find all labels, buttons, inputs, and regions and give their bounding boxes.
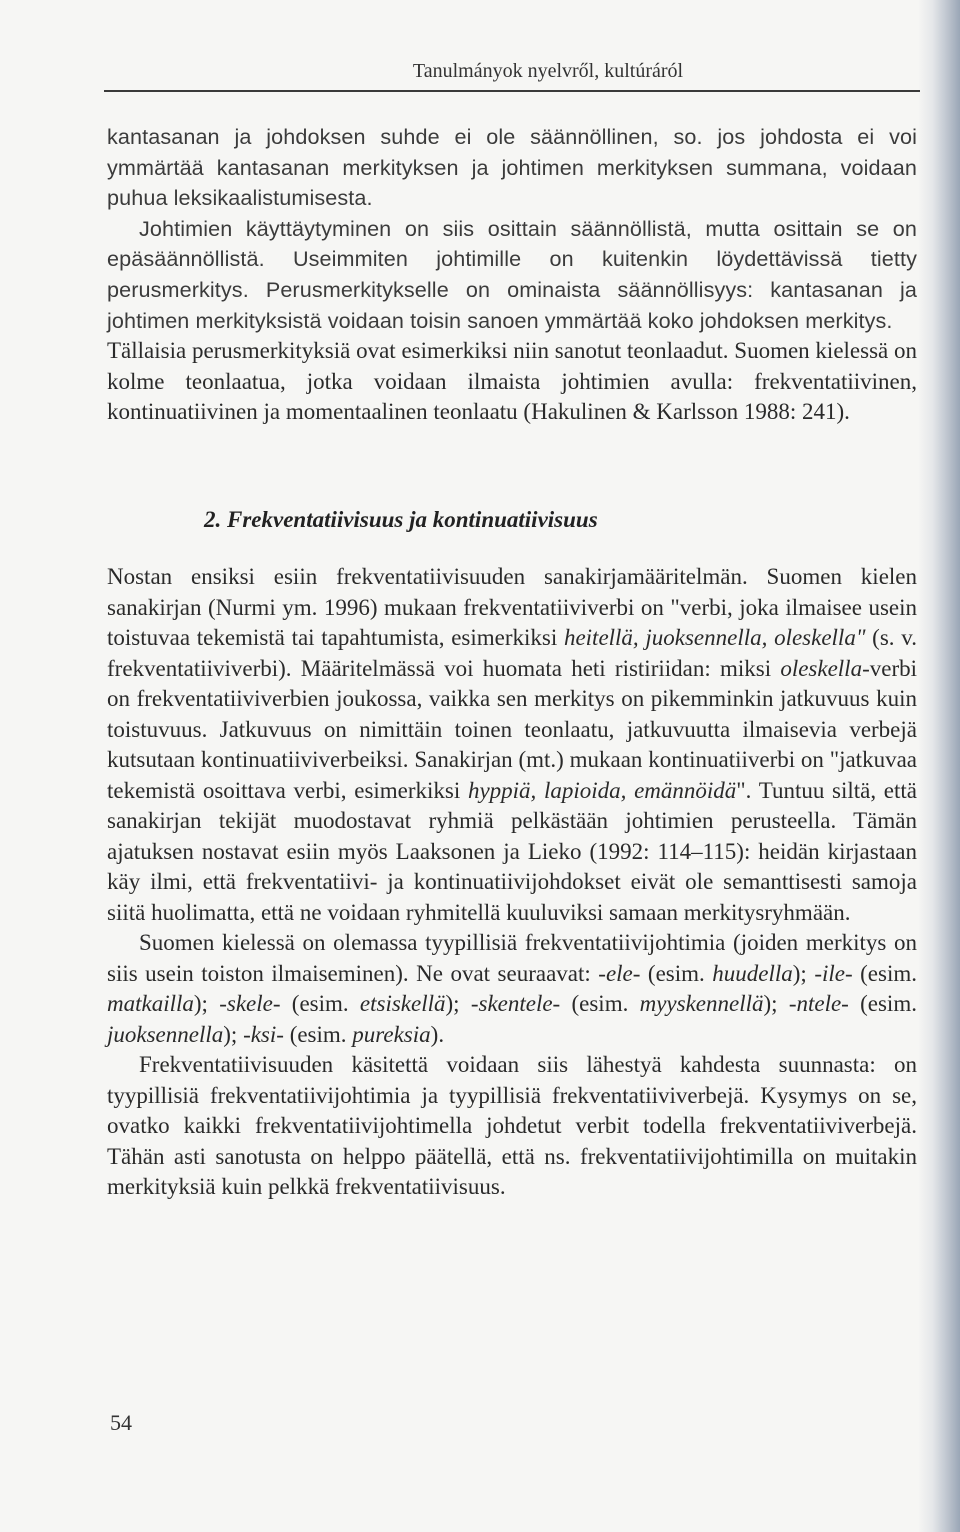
suffix: -skele- — [219, 991, 281, 1016]
example-verb: huudella — [712, 960, 793, 986]
text-span: Suomen kielessä on olemassa tyypillisiä frekventatiivijohtimia (joiden merkitys on siis usein toiston ilmaiseminen). Ne ovat seuraavat: — [107, 930, 917, 986]
text-span: ); — [445, 991, 471, 1016]
text-span: (esim. — [280, 991, 360, 1016]
intro-paragraph-3: Tällaisia perusmerkityksiä ovat esimerkiksi niin sanotut teonlaadut. Suomen kielessä on kolme teonlaatua, jotka voidaan ilmaista johtimien avulla: frekventatiivinen, kontinuatiivinen ja momentaalinen teonlaatu (Hakulinen & Karlsson 1988: 241). — [107, 338, 917, 425]
suffix: -skentele- — [470, 991, 561, 1016]
suffix: -ile- — [814, 960, 853, 986]
text-span: (esim. — [640, 960, 713, 986]
example-verbs: hyppiä, lapioida, emännöidä — [467, 777, 737, 803]
intro-paragraph-2: Johtimien käyttäytyminen on siis osittain säännöllistä, mutta osittain se on epäsäännöllistä. Useimmiten johtimille on kuitenkin löydettävissä tietty perusmerkitys. Perusmerkitykselle on ominaista säännöllisyys: kantasanan ja johtimen merkityksistä voidaan toisin sanoen ymmärtää koko johdoksen merkitys. — [107, 215, 917, 333]
section-body — [107, 562, 917, 1203]
text-span: ); — [223, 1021, 244, 1047]
example-verb: etsiskellä — [359, 991, 446, 1016]
example-verb: oleskella — [780, 655, 863, 681]
example-verb: myyskennellä — [639, 991, 764, 1016]
header-rule — [104, 90, 920, 92]
page-header — [104, 58, 920, 92]
text-span: (esim. — [560, 991, 640, 1016]
text-span: Nostan ensiksi esiin frekventatiivisuuden sanakirjamääritelmän. Suomen kielen sanakirjan (Nurmi ym. 1996) mukaan frekventatiiviverbi on "verbi, joka ilmaisee usein toistuvaa tekemistä tai tapahtumista, esimerkiksi — [107, 564, 917, 650]
suffix: -ntele- — [788, 991, 849, 1016]
page-number: 54 — [110, 1410, 132, 1435]
text-span: ); — [193, 991, 220, 1016]
example-verb: pureksia — [352, 1021, 431, 1047]
page-edge-shadow — [918, 0, 960, 1532]
intro-text — [107, 122, 917, 428]
example-verbs: heitellä, juoksennella, oleskella" — [563, 625, 866, 650]
text-span: ". Tuntuu siltä, että sanakirjan tekijät muodostavat ryhmiä pelkästään johtimien perusteella. Tämän ajatuksen nostavat esiin myös Laaksonen ja Lieko (1992: 114–115): heidän kirjastaan käy ilmi, että frekventatiivi- ja kontinuatiivijohdokset eivät ole semanttisesti samoja siitä huolimatta, että ne voidaan ryhmitellä kuuluviksi samaan merkitysryhmään. — [107, 777, 917, 925]
section-paragraph-1 — [107, 562, 917, 928]
intro-paragraph-1: kantasanan ja johdoksen suhde ei ole säännöllinen, so. jos johdosta ei voi ymmärtää kantasanan merkityksen ja johtimen merkityksen summana, voidaan puhua leksikaalistumisesta. — [107, 124, 917, 211]
section-paragraph-3: Frekventatiivisuuden käsitettä voidaan siis lähestyä kahdesta suunnasta: on tyypillisiä frekventatiivijohtimia ja tyypillisiä frekventatiiviverbejä. Kysymys on se, ovatko kaikki frekventatiivijohtimella johdetut verbit todella frekventatiiviverbejä. Tähän asti sanotusta on helppo päätellä, että ns. frekventatiivijohtimilla on muitakin merkityksiä kuin pelkkä frekventatiivisuus. — [107, 1052, 917, 1199]
suffix: -ele- — [598, 960, 641, 986]
text-span: (esim. — [283, 1021, 353, 1047]
example-verb: juoksennella — [107, 1021, 224, 1047]
section-paragraph-2 — [107, 928, 917, 1050]
example-verb: matkailla — [107, 991, 194, 1016]
text-span: ). — [430, 1021, 445, 1047]
running-title: Tanulmányok nyelvről, kultúráról — [412, 60, 684, 82]
section-heading: 2. Frekventatiivisuus ja kontinuatiivisuus — [204, 507, 598, 532]
text-span: -verbi on frekventatiiviverbien joukossa, vaikka sen merkitys on pikemminkin jatkuvuus kuin toistuvuus. Jatkuvuus on nimittäin toinen teonlaatu, jatkuvuutta ilmaisevia verbejä kutsutaan kontinuatiiviverbeiksi. Sanakirjan (mt.) mukaan kontinuatiiverbi on "jatkuvaa tekemistä osoittava verbi, esimerkiksi — [107, 655, 917, 803]
text-span: ); — [792, 960, 815, 986]
text-span: (esim. — [852, 960, 917, 986]
text-span: (s. v. frekventatiiviverbi). Määritelmässä voi huomata heti ristiriidan: miksi — [107, 625, 917, 681]
suffix: -ksi- — [243, 1021, 284, 1047]
text-span: (esim. — [848, 991, 917, 1016]
text-span: ); — [763, 991, 789, 1016]
